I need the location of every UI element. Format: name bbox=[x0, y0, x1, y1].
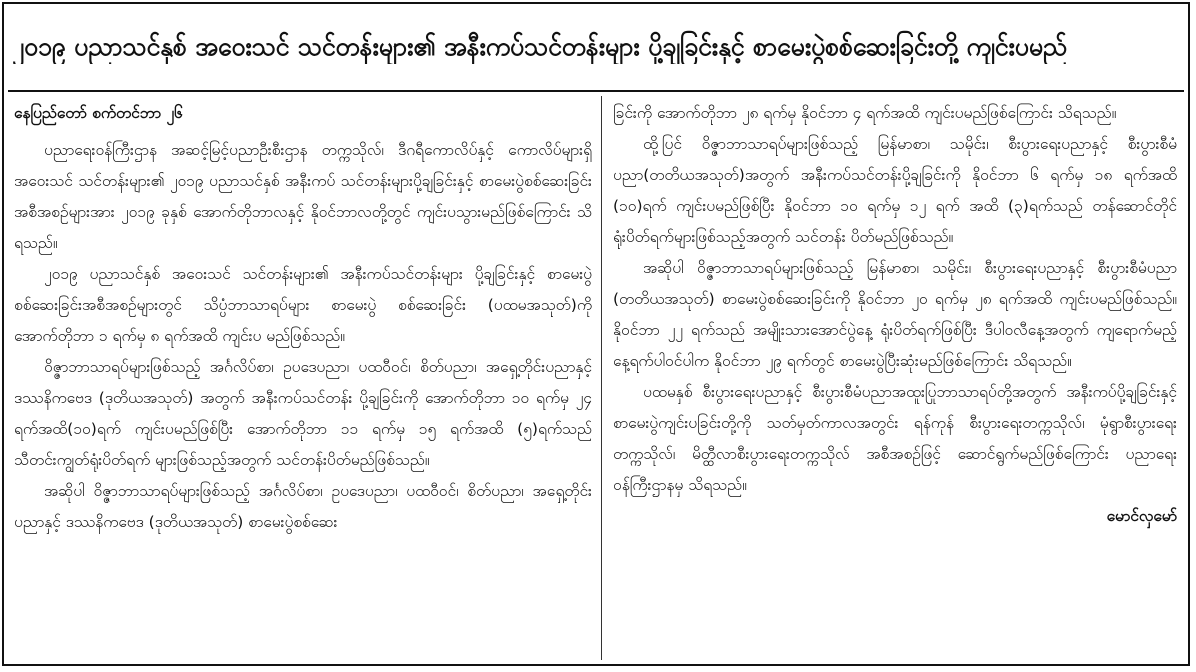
paragraph: ဝိဇ္ဇာဘာသာရပ်များဖြစ်သည့် အင်္ဂလိပ်စာ၊ ဥပဒေပညာ၊ ပထဝီဝင်၊ စိတ်ပညာ၊ အရှေ့တိုင်းပညာနှင့် ဒဿနိကဗေဒ (ဒုတိယအသုတ်) အတွက် အနီးကပ်သင်တန်း ပို့ချခြင်းကို အောက်တိုဘာ ၁၀ ရက်မှ ၂၄ ရက်အထိ(၁၀)ရက် ကျင်းပမည်ဖြစ်ပြီး အောက်တိုဘာ ၁၁ ရက်မှ ၁၅ ရက်အထိ (၅)ရက်သည် သီတင်းကျွတ်ရုံးပိတ်ရက် များဖြစ်သည့်အတွက် သင်တန်းပိတ်မည်ဖြစ်သည်။ bbox=[14, 358, 592, 469]
headline-rule bbox=[8, 90, 1184, 92]
paragraph: ၂၀၁၉ ပညာသင်နှစ် အဝေးသင် သင်တန်းများ၏ အနီးကပ်သင်တန်းများ ပို့ချခြင်းနှင့် စာမေးပွဲစစ်ဆေးခြင်းအစီအစဉ်များတွင် သိပ္ပံဘာသာရပ်များ စာမေးပွဲ စစ်ဆေးခြင်း (ပထမအသုတ်)ကို အောက်တိုဘာ ၁ ရက်မှ ၈ ရက်အထိ ကျင်းပ မည်ဖြစ်သည်။ bbox=[14, 265, 592, 345]
paragraph: ထို့ပြင် ဝိဇ္ဇာဘာသာရပ်များဖြစ်သည့် မြန်မာစာ၊ သမိုင်း၊ စီးပွားရေးပညာနှင့် စီးပွားစီမံပညာ(တတိယအသုတ်)အတွက် အနီးကပ်သင်တန်းပို့ချခြင်းကို နိုဝင်ဘာ ၆ ရက်မှ ၁၈ ရက်အထိ (၁၀)ရက် ကျင်းပမည်ဖြစ်ပြီး နိုဝင်ဘာ ၁၀ ရက်မှ ၁၂ ရက် အထိ (၃)ရက်သည် တန်ဆောင်တိုင်ရုံးပိတ်ရက်များဖြစ်သည့်အတွက် သင်တန်း ပိတ်မည်ဖြစ်သည်။ bbox=[613, 135, 1177, 246]
column-divider bbox=[601, 96, 602, 660]
paragraph: ပညာရေးဝန်ကြီးဌာန အဆင့်မြင့်ပညာဦးစီးဌာန တက္ကသိုလ်၊ ဒီဂရီကောလိပ်နှင့် ကောလိပ်များရှိ အဝေးသင် သင်တန်းများ၏ ၂၀၁၉ ပညာသင်နှစ် အနီးကပ် သင်တန်းများပို့ချခြင်းနှင့် စာမေးပွဲစစ်ဆေးခြင်း အစီအစဉ်များအား ၂၀၁၉ ခုနှစ် အောက်တိုဘာလနှင့် နိုဝင်ဘာလတို့တွင် ကျင်းပသွားမည်ဖြစ်ကြောင်း သိရသည်။ bbox=[14, 141, 592, 252]
right-column bbox=[613, 98, 1177, 658]
paragraph: ခြင်းကို အောက်တိုဘာ ၂၈ ရက်မှ နိုဝင်ဘာ ၄ ရက်အထိ ကျင်းပမည်ဖြစ်ကြောင်း သိရသည်။ bbox=[613, 104, 1117, 122]
paragraph: အဆိုပါ ဝိဇ္ဇာဘာသာရပ်များဖြစ်သည့် မြန်မာစာ၊ သမိုင်း၊ စီးပွားရေးပညာနှင့် စီးပွားစီမံပညာ (တတိယအသုတ်) စာမေးပွဲစစ်ဆေးခြင်းကို နိုဝင်ဘာ ၂၀ ရက်မှ ၂၈ ရက်အထိ ကျင်းပမည်ဖြစ်သည်။ နိုဝင်ဘာ ၂၂ ရက်သည် အမျိုးသားအောင်ပွဲနေ့ ရုံးပိတ်ရက်ဖြစ်ပြီး ဒီပါဝလီနေ့အတွက် ကျရောက်မည့် နေ့ရက်ပါဝင်ပါက နိုဝင်ဘာ ၂၉ ရက်တွင် စာမေးပွဲပြီးဆုံးမည်ဖြစ်ကြောင်း သိရသည်။ bbox=[613, 259, 1177, 370]
headline: ၂၀၁၉ ပညာသင်နှစ် အဝေးသင် သင်တန်းများ၏ အနီးကပ်သင်တန်းများ ပို့ချခြင်းနှင့် စာမေးပွဲစစ်ဆေးခြင်းတို့ ကျင်းပမည် bbox=[12, 32, 1067, 61]
dateline: နေပြည်တော် စက်တင်ဘာ ၂၆ bbox=[14, 104, 183, 122]
left-column bbox=[14, 98, 592, 658]
paragraph: ပထမနှစ် စီးပွားရေးပညာနှင့် စီးပွားစီမံပညာအထူးပြုဘာသာရပ်တို့အတွက် အနီးကပ်ပို့ချခြင်းနှင့် စာမေးပွဲကျင်းပခြင်းတို့ကို သတ်မှတ်ကာလအတွင်း ရန်ကုန် စီးပွားရေးတက္ကသိုလ်၊ မုံရွာစီးပွားရေးတက္ကသိုလ်၊ မိတ္ထီလာစီးပွားရေးတက္ကသိုလ် အစီအစဉ်ဖြင့် ဆောင်ရွက်မည်ဖြစ်ကြောင်း ပညာရေးဝန်ကြီးဌာနမှ သိရသည်။ bbox=[613, 383, 1177, 494]
paragraph: အဆိုပါ ဝိဇ္ဇာဘာသာရပ်များဖြစ်သည့် အင်္ဂလိပ်စာ၊ ဥပဒေပညာ၊ ပထဝီဝင်၊ စိတ်ပညာ၊ အရှေ့တိုင်းပညာနှင့် ဒဿနိကဗေဒ (ဒုတိယအသုတ်) စာမေးပွဲစစ်ဆေး bbox=[14, 482, 592, 531]
author-byline: မောင်လှမော် bbox=[1106, 507, 1177, 525]
